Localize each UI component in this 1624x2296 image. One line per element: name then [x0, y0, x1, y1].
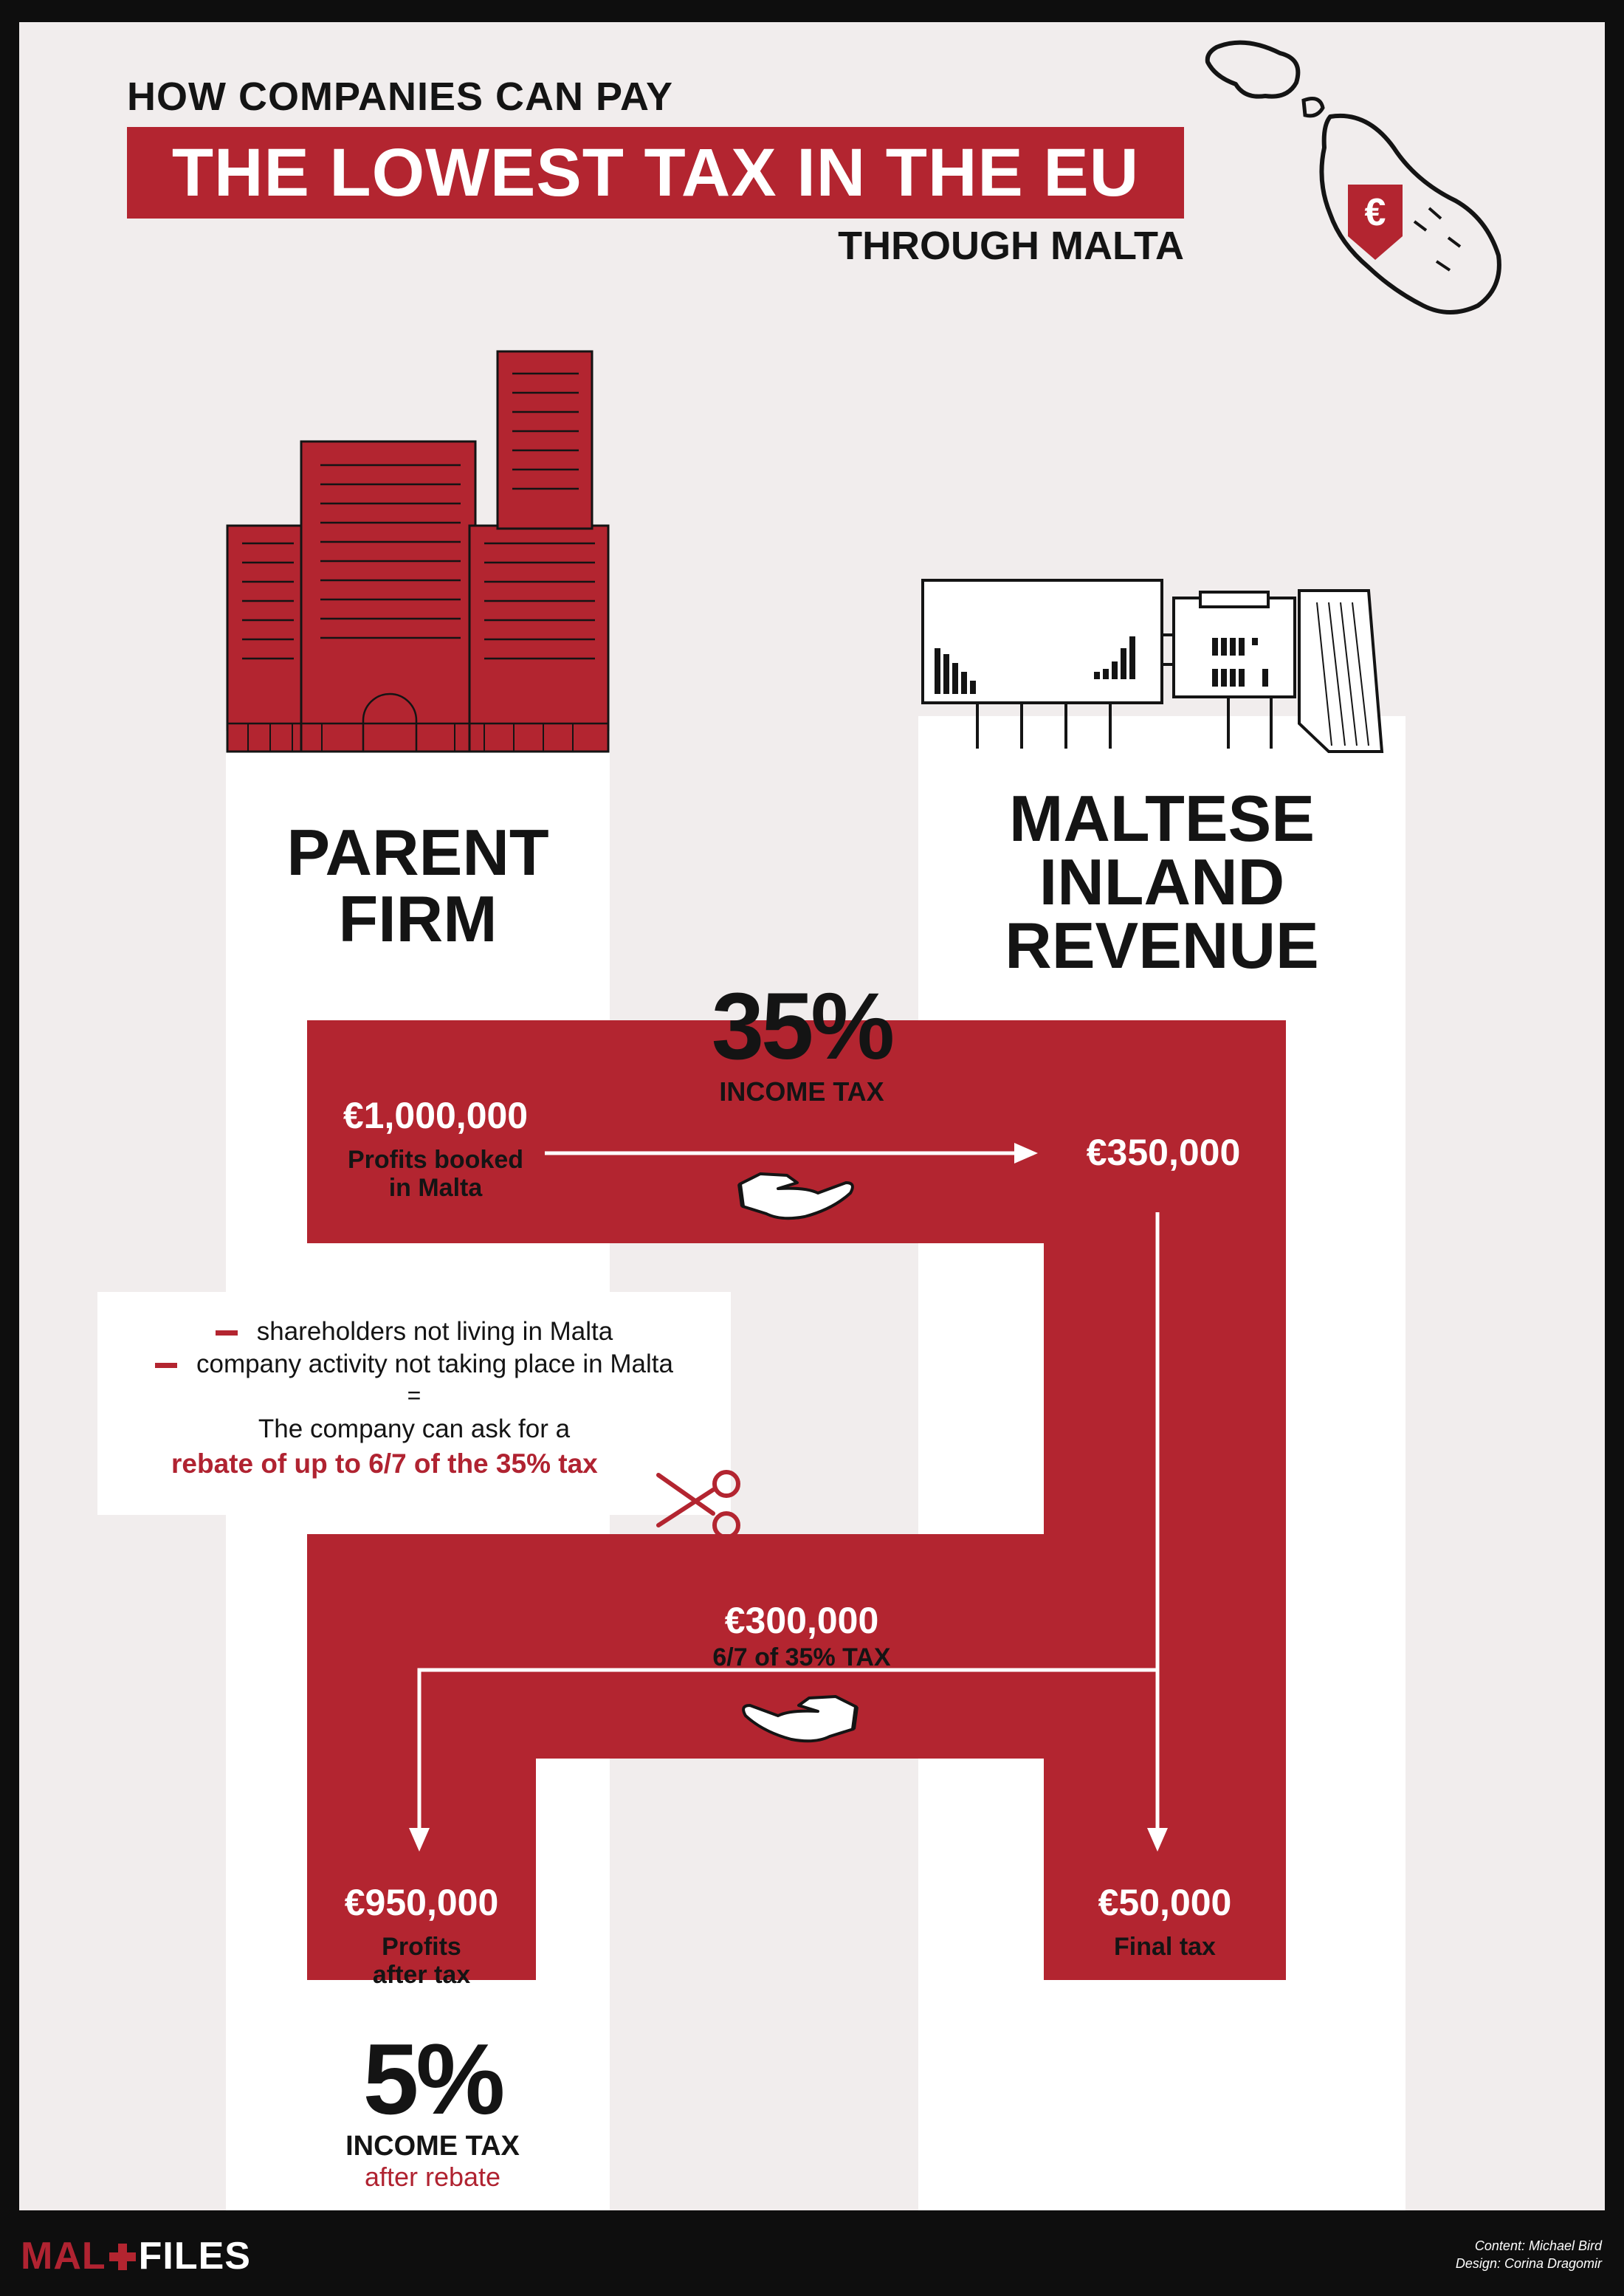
dash-bullet-icon — [216, 1330, 238, 1336]
conditions-box — [97, 1292, 731, 1515]
bottom-rate-value: 5% — [362, 2023, 503, 2135]
flow-arrows — [19, 22, 1605, 2210]
profit-label-line-1: Profits booked — [347, 1146, 524, 1174]
bottom-rate-sub: after rebate — [364, 2162, 501, 2192]
final-tax-amount: €50,000 — [1098, 1882, 1232, 1923]
refund-hand-icon — [735, 1691, 861, 1750]
after-tax-label — [307, 1933, 536, 1989]
top-rate-value: 35% — [711, 974, 892, 1079]
pay-tax-arrowhead — [1014, 1143, 1038, 1164]
condition-item-1 — [97, 1317, 731, 1347]
poster — [19, 22, 1605, 2210]
tax-paid-amount: €350,000 — [1086, 1132, 1241, 1173]
condition-item-2-text: company activity not taking place in Malta — [196, 1350, 673, 1378]
header-banner-text: THE LOWEST TAX IN THE EU — [171, 135, 1140, 210]
condition-item-1-text: shareholders not living in Malta — [256, 1317, 613, 1346]
scissors-icon — [653, 1457, 749, 1546]
top-rate-label: INCOME TAX — [719, 1076, 884, 1107]
after-tax-arrowhead — [409, 1828, 430, 1852]
after-tax-label-line-1: Profits — [382, 1933, 461, 1961]
profit-amount: €1,000,000 — [343, 1095, 529, 1136]
after-tax-amount: €950,000 — [344, 1882, 499, 1923]
final-tax-label: Final tax — [1114, 1933, 1216, 1961]
after-tax-label-line-2: after tax — [372, 1961, 471, 1989]
credits — [1255, 2237, 1602, 2272]
inland-revenue-title-line-2: INLAND — [1039, 845, 1285, 918]
parent-firm-title-line-2: FIRM — [338, 882, 498, 955]
final-tax-arrowhead — [1147, 1828, 1168, 1852]
conditions-text: The company can ask for a — [258, 1415, 571, 1443]
logo-left-text: MAL — [21, 2235, 106, 2278]
header-line-3: THROUGH MALTA — [838, 224, 1184, 268]
profit-label-line-2: in Malta — [388, 1174, 483, 1202]
conditions-highlight: rebate of up to 6/7 of the 35% tax — [171, 1448, 598, 1479]
parent-firm-title-line-1: PARENT — [286, 816, 549, 889]
logo-right-text: FILES — [138, 2235, 251, 2278]
dash-bullet-icon — [155, 1363, 177, 1368]
footer — [0, 2210, 1624, 2296]
inland-revenue-title-line-1: MALTESE — [1009, 782, 1315, 855]
credit-design: Design: Corina Dragomir — [1455, 2256, 1602, 2271]
inland-revenue-title-line-3: REVENUE — [1005, 909, 1319, 982]
giving-hand-icon — [735, 1168, 861, 1227]
refund-label: 6/7 of 35% TAX — [712, 1643, 891, 1671]
condition-item-2 — [97, 1350, 731, 1379]
bottom-rate-label: INCOME TAX — [345, 2131, 520, 2162]
credit-content: Content: Michael Bird — [1474, 2238, 1602, 2253]
logo-cross-icon — [108, 2242, 137, 2272]
refund-amount: €300,000 — [724, 1600, 879, 1641]
euro-symbol: € — [1364, 191, 1386, 234]
header-line-1: HOW COMPANIES CAN PAY — [127, 75, 674, 119]
maltafiles-logo — [21, 2235, 251, 2277]
conditions-equals: = — [407, 1382, 422, 1409]
